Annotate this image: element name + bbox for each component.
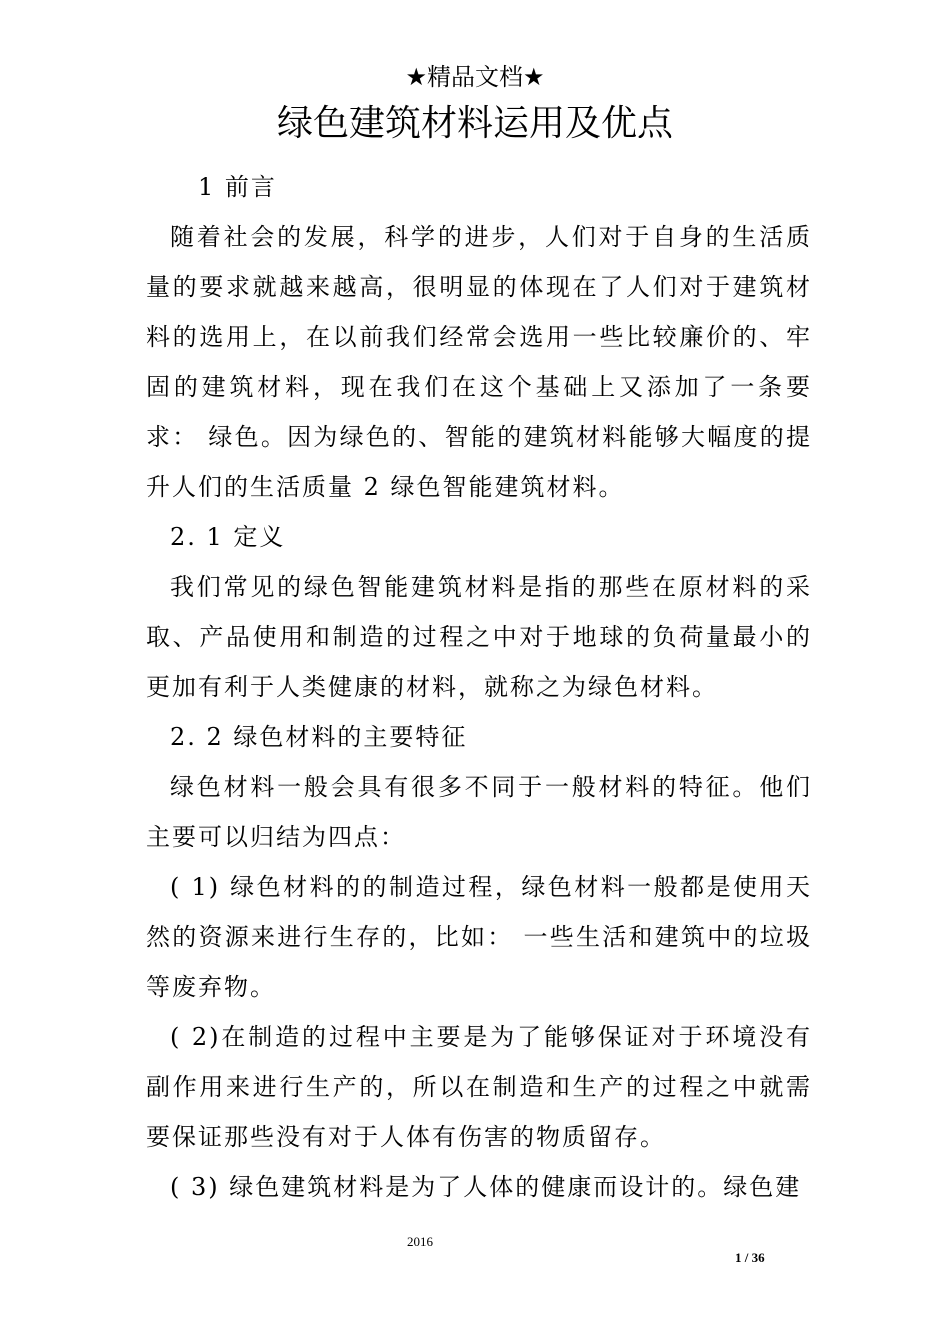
section-2-2-heading: 2. 2 绿色材料的主要特征 (170, 723, 468, 751)
header-mark: ★精品文档★ (405, 63, 545, 91)
document-title: 绿色建筑材料运用及优点 (276, 103, 673, 144)
feature-point-3: ( 3) 绿色建筑材料是为了人体的健康而设计的。绿色建 (170, 1173, 802, 1201)
section-1-heading: 1 前言 (198, 173, 277, 201)
feature-point-2: ( 2)在制造的过程中主要是为了能够保证对于环境没有副作用来进行生产的，所以在制造和生产的过程之中就需要保证那些没有对于人体有伤害的物质留存。 (146, 1023, 812, 1151)
page-number: 1 / 36 (735, 1250, 765, 1265)
section-1-paragraph: 随着社会的发展，科学的进步，人们对于自身的生活质量的要求就越来越高，很明显的体现在了人们对于建筑材料的选用上，在以前我们经常会选用一些比较廉价的、牢固的建筑材料，现在我们在这个基础上又添加了一条要求： 绿色。因为绿色的、智能的建筑材料能够大幅度的提升人们的生活质量 2 绿色智能建筑材料。 (146, 223, 812, 501)
section-2-1-paragraph: 我们常见的绿色智能建筑材料是指的那些在原材料的采取、产品使用和制造的过程之中对于地球的负荷量最小的更加有利于人类健康的材料，就称之为绿色材料。 (146, 573, 812, 701)
section-2-2-paragraph: 绿色材料一般会具有很多不同于一般材料的特征。他们主要可以归结为四点： (146, 773, 812, 851)
document-body (146, 162, 812, 1212)
section-2-1-heading: 2. 1 定义 (170, 523, 286, 551)
feature-point-1: ( 1) 绿色材料的的制造过程，绿色材料一般都是使用天然的资源来进行生存的，比如： 一些生活和建筑中的垃圾等废弃物。 (146, 873, 812, 1001)
footer-year: 2016 (407, 1234, 433, 1249)
